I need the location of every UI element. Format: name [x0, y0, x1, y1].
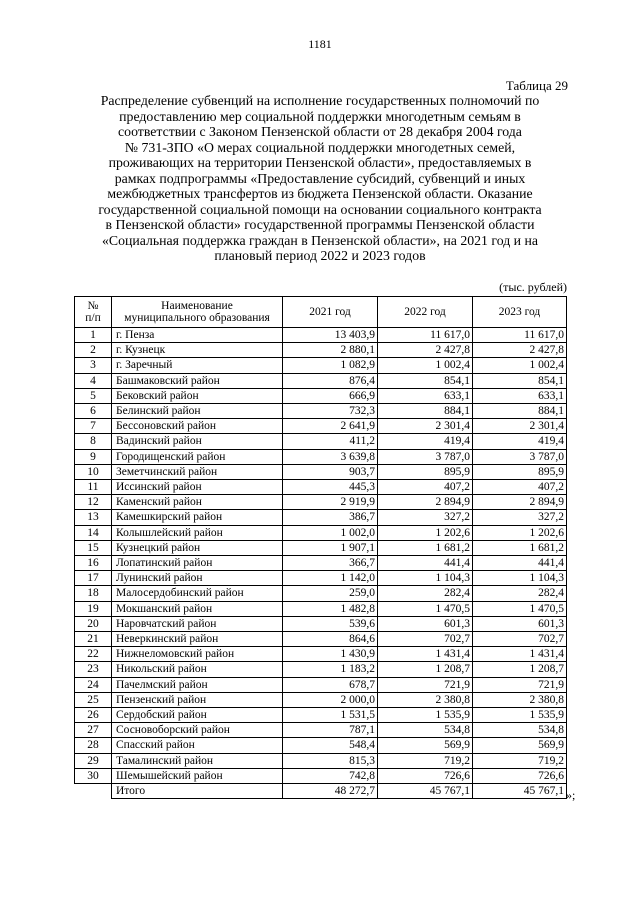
value-2022: 2 301,4 [378, 419, 473, 434]
table-row [75, 692, 567, 707]
table-label: Таблица 29 [505, 78, 568, 93]
value-2021: 445,3 [283, 480, 378, 495]
row-number: 1 [75, 328, 112, 343]
value-2023: 895,9 [473, 464, 567, 479]
value-2021: 1 907,1 [283, 540, 378, 555]
value-2022: 726,6 [378, 768, 473, 783]
value-2021: 903,7 [283, 464, 378, 479]
row-number: 28 [75, 738, 112, 753]
value-2021: 864,6 [283, 632, 378, 647]
municipality-name: Лопатинский район [112, 556, 283, 571]
value-2022: 11 617,0 [378, 328, 473, 343]
row-number: 13 [75, 510, 112, 525]
value-2022: 1 431,4 [378, 647, 473, 662]
value-2023: 721,9 [473, 677, 567, 692]
title-line: № 731-ЗПО «О мерах социальной поддержки многодетных семей, [124, 139, 516, 155]
row-number: 12 [75, 495, 112, 510]
value-2021: 2 919,9 [283, 495, 378, 510]
header-2022: 2022 год [378, 297, 473, 328]
table-row [75, 708, 567, 723]
municipality-name: Камешкирский район [112, 510, 283, 525]
table-row [75, 510, 567, 525]
table-row [75, 556, 567, 571]
row-number: 6 [75, 404, 112, 419]
value-2021: 548,4 [283, 738, 378, 753]
value-2021: 666,9 [283, 388, 378, 403]
table-row [75, 343, 567, 358]
value-2023: 2 427,8 [473, 343, 567, 358]
table-row [75, 419, 567, 434]
value-2022: 1 535,9 [378, 708, 473, 723]
row-number: 18 [75, 586, 112, 601]
value-2022: 569,9 [378, 738, 473, 753]
total-2023: 45 767,1 [473, 784, 567, 799]
value-2023: 1 208,7 [473, 662, 567, 677]
municipality-name: Белинский район [112, 404, 283, 419]
title-line: в Пензенской области» государственной программы Пензенской области [105, 217, 535, 232]
header-name-line2: муниципального образования [124, 312, 270, 324]
table-row [75, 328, 567, 343]
municipality-name: Никольский район [112, 662, 283, 677]
closing-quote-mark: »; [566, 788, 576, 802]
row-number: 26 [75, 708, 112, 723]
title-line: предоставлению мер социальной поддержки многодетным семьям в [119, 108, 521, 124]
value-2022: 719,2 [378, 753, 473, 768]
municipality-name: Сосновоборский район [112, 723, 283, 738]
table-row [75, 632, 567, 647]
value-2021: 1 482,8 [283, 601, 378, 616]
total-label: Итого [112, 784, 283, 799]
row-number: 17 [75, 571, 112, 586]
value-2021: 1 082,9 [283, 358, 378, 373]
value-2022: 884,1 [378, 404, 473, 419]
header-2021: 2021 год [283, 297, 378, 328]
total-2022: 45 767,1 [378, 784, 473, 799]
municipality-name: г. Заречный [112, 358, 283, 373]
value-2022: 1 202,6 [378, 525, 473, 540]
row-number: 3 [75, 358, 112, 373]
units-label: (тыс. рублей) [499, 280, 567, 294]
value-2022: 1 681,2 [378, 540, 473, 555]
value-2021: 787,1 [283, 723, 378, 738]
table-row [75, 768, 567, 783]
table-row [75, 738, 567, 753]
value-2022: 854,1 [378, 373, 473, 388]
table-row [75, 464, 567, 479]
value-2023: 633,1 [473, 388, 567, 403]
table-row [75, 449, 567, 464]
value-2021: 1 002,0 [283, 525, 378, 540]
page-number: 1181 [308, 37, 332, 51]
municipality-name: Бековский район [112, 388, 283, 403]
value-2023: 2 894,9 [473, 495, 567, 510]
value-2023: 884,1 [473, 404, 567, 419]
row-number: 22 [75, 647, 112, 662]
value-2023: 726,6 [473, 768, 567, 783]
title-line: государственной социальной помощи на основании социального контракта [98, 201, 542, 217]
table-row [75, 373, 567, 388]
municipality-name: Неверкинский район [112, 632, 283, 647]
value-2023: 1 002,4 [473, 358, 567, 373]
row-number: 9 [75, 449, 112, 464]
value-2023: 1 535,9 [473, 708, 567, 723]
table-row [75, 525, 567, 540]
row-number: 30 [75, 768, 112, 783]
row-number: 19 [75, 601, 112, 616]
row-number: 11 [75, 480, 112, 495]
value-2022: 327,2 [378, 510, 473, 525]
table-row [75, 677, 567, 692]
value-2023: 1 431,4 [473, 647, 567, 662]
value-2022: 895,9 [378, 464, 473, 479]
value-2021: 1 531,5 [283, 708, 378, 723]
header-number [75, 297, 112, 328]
municipality-name: Сердобский район [112, 708, 283, 723]
value-2022: 1 002,4 [378, 358, 473, 373]
row-number: 7 [75, 419, 112, 434]
value-2021: 742,8 [283, 768, 378, 783]
value-2022: 282,4 [378, 586, 473, 601]
value-2023: 854,1 [473, 373, 567, 388]
value-2023: 569,9 [473, 738, 567, 753]
municipality-name: Мокшанский район [112, 601, 283, 616]
value-2021: 366,7 [283, 556, 378, 571]
total-number-cell [75, 784, 112, 799]
value-2021: 411,2 [283, 434, 378, 449]
row-number: 29 [75, 753, 112, 768]
value-2021: 1 142,0 [283, 571, 378, 586]
value-2023: 419,4 [473, 434, 567, 449]
header-name-line1: Наименование [161, 300, 233, 312]
value-2023: 441,4 [473, 556, 567, 571]
row-number: 15 [75, 540, 112, 555]
municipality-name: Пензенский район [112, 692, 283, 707]
municipality-name: Нижнеломовский район [112, 647, 283, 662]
value-2021: 678,7 [283, 677, 378, 692]
municipality-name: Башмаковский район [112, 373, 283, 388]
table-row [75, 753, 567, 768]
municipality-name: Земетчинский район [112, 464, 283, 479]
row-number: 2 [75, 343, 112, 358]
total-2021: 48 272,7 [283, 784, 378, 799]
municipality-name: Каменский район [112, 495, 283, 510]
municipality-name: Наровчатский район [112, 616, 283, 631]
value-2021: 259,0 [283, 586, 378, 601]
value-2023: 702,7 [473, 632, 567, 647]
value-2023: 407,2 [473, 480, 567, 495]
header-number-line1: № [87, 300, 99, 312]
value-2023: 2 301,4 [473, 419, 567, 434]
value-2023: 601,3 [473, 616, 567, 631]
value-2021: 13 403,9 [283, 328, 378, 343]
value-2023: 2 380,8 [473, 692, 567, 707]
row-number: 10 [75, 464, 112, 479]
table-row [75, 358, 567, 373]
value-2021: 1 183,2 [283, 662, 378, 677]
municipality-name: Бессоновский район [112, 419, 283, 434]
value-2023: 719,2 [473, 753, 567, 768]
municipality-name: Городищенский район [112, 449, 283, 464]
value-2023: 327,2 [473, 510, 567, 525]
row-number: 23 [75, 662, 112, 677]
value-2022: 3 787,0 [378, 449, 473, 464]
value-2021: 815,3 [283, 753, 378, 768]
row-number: 25 [75, 692, 112, 707]
value-2023: 534,8 [473, 723, 567, 738]
table-row [75, 404, 567, 419]
value-2022: 419,4 [378, 434, 473, 449]
municipality-name: Иссинский район [112, 480, 283, 495]
table-header-row [75, 297, 567, 328]
table-row [75, 586, 567, 601]
title-line: плановый период 2022 и 2023 годов [214, 248, 426, 263]
row-number: 8 [75, 434, 112, 449]
table-title [70, 93, 570, 264]
header-2023: 2023 год [473, 297, 567, 328]
value-2021: 2 880,1 [283, 343, 378, 358]
table-row [75, 647, 567, 662]
value-2021: 876,4 [283, 373, 378, 388]
row-number: 24 [75, 677, 112, 692]
header-number-line2: п/п [85, 312, 101, 324]
table-total-row [75, 784, 567, 799]
table-row [75, 495, 567, 510]
value-2021: 2 641,9 [283, 419, 378, 434]
value-2022: 407,2 [378, 480, 473, 495]
municipality-name: Тамалинский район [112, 753, 283, 768]
value-2023: 282,4 [473, 586, 567, 601]
row-number: 4 [75, 373, 112, 388]
value-2021: 539,6 [283, 616, 378, 631]
value-2022: 2 427,8 [378, 343, 473, 358]
value-2021: 1 430,9 [283, 647, 378, 662]
row-number: 5 [75, 388, 112, 403]
municipality-name: Вадинский район [112, 434, 283, 449]
header-name [112, 297, 283, 328]
value-2023: 3 787,0 [473, 449, 567, 464]
value-2022: 1 470,5 [378, 601, 473, 616]
value-2023: 1 470,5 [473, 601, 567, 616]
value-2023: 11 617,0 [473, 328, 567, 343]
municipality-name: г. Кузнецк [112, 343, 283, 358]
municipality-name: Колышлейский район [112, 525, 283, 540]
value-2022: 2 894,9 [378, 495, 473, 510]
table-row [75, 571, 567, 586]
row-number: 16 [75, 556, 112, 571]
value-2022: 702,7 [378, 632, 473, 647]
municipality-name: Кузнецкий район [112, 540, 283, 555]
municipality-name: Спасский район [112, 738, 283, 753]
value-2022: 1 208,7 [378, 662, 473, 677]
title-line: Распределение субвенций на исполнение государственных полномочий по [100, 93, 540, 108]
title-line: рамках подпрограммы «Предоставление субсидий, субвенций и иных [114, 170, 526, 186]
municipality-name: Малосердобинский район [112, 586, 283, 601]
table-row [75, 723, 567, 738]
value-2022: 601,3 [378, 616, 473, 631]
value-2023: 1 681,2 [473, 540, 567, 555]
value-2022: 534,8 [378, 723, 473, 738]
table-row [75, 540, 567, 555]
value-2021: 386,7 [283, 510, 378, 525]
value-2022: 2 380,8 [378, 692, 473, 707]
municipality-name: Пачелмский район [112, 677, 283, 692]
table-row [75, 480, 567, 495]
value-2023: 1 202,6 [473, 525, 567, 540]
subvention-table [74, 296, 567, 799]
table-row [75, 616, 567, 631]
value-2022: 441,4 [378, 556, 473, 571]
municipality-name: г. Пенза [112, 328, 283, 343]
value-2022: 721,9 [378, 677, 473, 692]
value-2021: 3 639,8 [283, 449, 378, 464]
value-2022: 1 104,3 [378, 571, 473, 586]
row-number: 14 [75, 525, 112, 540]
table-row [75, 662, 567, 677]
title-line: соответствии с Законом Пензенской области от 28 декабря 2004 года [118, 124, 522, 139]
table-row [75, 388, 567, 403]
table-row [75, 601, 567, 616]
table-row [75, 434, 567, 449]
value-2022: 633,1 [378, 388, 473, 403]
municipality-name: Шемышейский район [112, 768, 283, 783]
row-number: 27 [75, 723, 112, 738]
title-line: проживающих на территории Пензенской области», предоставляемых в [108, 155, 532, 170]
value-2021: 2 000,0 [283, 692, 378, 707]
title-line: межбюджетных трансфертов из бюджета Пензенской области. Оказание [107, 186, 533, 201]
municipality-name: Лунинский район [112, 571, 283, 586]
title-line: «Социальная поддержка граждан в Пензенской области», на 2021 год и на [101, 232, 539, 248]
row-number: 21 [75, 632, 112, 647]
value-2021: 732,3 [283, 404, 378, 419]
value-2023: 1 104,3 [473, 571, 567, 586]
row-number: 20 [75, 616, 112, 631]
